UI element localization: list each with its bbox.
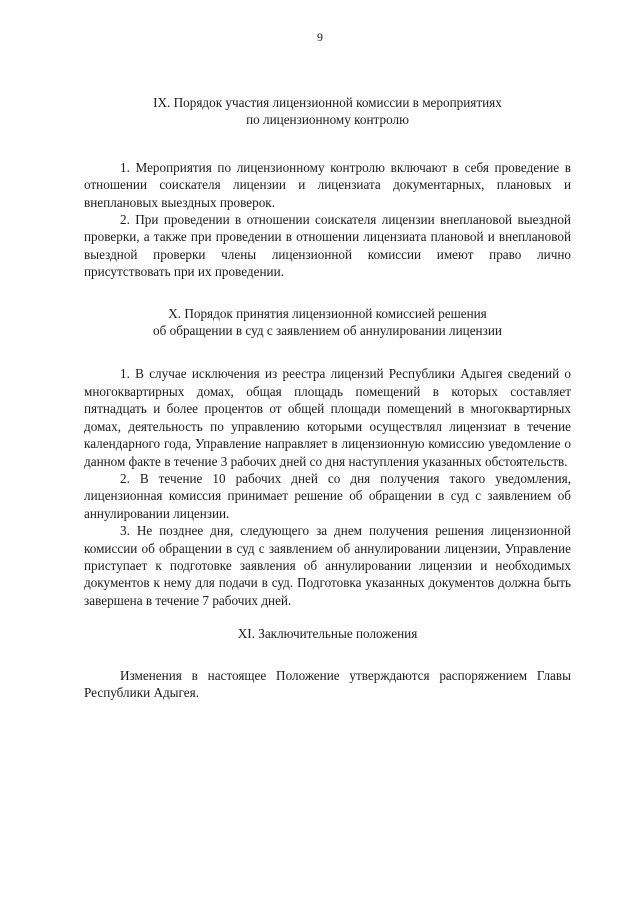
section-xi-heading xyxy=(84,625,571,642)
section-ix-paragraph-2: 2. При проведении в отношении соискателя лицензии внеплановой выездной проверки, а также при проведении в отношении лицензиата плановой и внеплановой выездной проверки члены лицензионной комиссии имеют право лично присутствовать при их проведении. xyxy=(84,212,571,280)
page-body xyxy=(84,94,571,701)
section-ix-paragraph-1: 1. Мероприятия по лицензионному контролю включают в себя проведение в отношении соискателя лицензии и лицензиата документарных, плановых и внеплановых выездных проверок. xyxy=(84,159,571,210)
section-ix-heading xyxy=(84,94,571,129)
section-xi-paragraph-1: Изменения в настоящее Положение утверждаются распоряжением Главы Республики Адыгея. xyxy=(84,667,571,700)
section-x xyxy=(84,305,571,610)
section-ix xyxy=(84,94,571,281)
section-x-paragraph-1: 1. В случае исключения из реестра лицензий Республики Адыгея сведений о многоквартирных домах, общая площадь помещений в которых составляет пятнадцать и более процентов от общей площади помещений в многоквартирных домах, деятельность по управлению которыми осуществлял лицензиат в течение календарного года, Управление направляет в лицензионную комиссию уведомление о данном факте в течение 3 рабочих дней со дня наступления указанных обстоятельств. xyxy=(84,366,571,469)
section-xi xyxy=(84,625,571,701)
section-x-paragraph-2: 2. В течение 10 рабочих дней со дня получения такого уведомления, лицензионная комиссия принимает решение об обращении в суд с заявлением об аннулировании лицензии. xyxy=(84,470,571,521)
section-heading-line: об обращении в суд с заявлением об аннулировании лицензии xyxy=(153,323,502,339)
section-x-heading xyxy=(84,305,571,340)
page-number: 9 xyxy=(317,30,323,44)
section-heading-line: XI. Заключительные положения xyxy=(237,626,418,642)
section-heading-line: IX. Порядок участия лицензионной комиссии в мероприятиях xyxy=(153,95,502,110)
section-heading-line: по лицензионному контролю xyxy=(246,112,409,128)
section-heading-line: X. Порядок принятия лицензионной комиссией решения xyxy=(168,305,487,321)
section-x-paragraph-3: 3. Не позднее дня, следующего за днем получения решения лицензионной комиссии об обращении в суд с заявлением об аннулировании лицензии, Управление приступает к подготовке заявления об аннулировании лицензии и необходимых документов к нему для подачи в суд. Подготовка указанных документов должна быть завершена в течение 7 рабочих дней. xyxy=(84,523,571,608)
